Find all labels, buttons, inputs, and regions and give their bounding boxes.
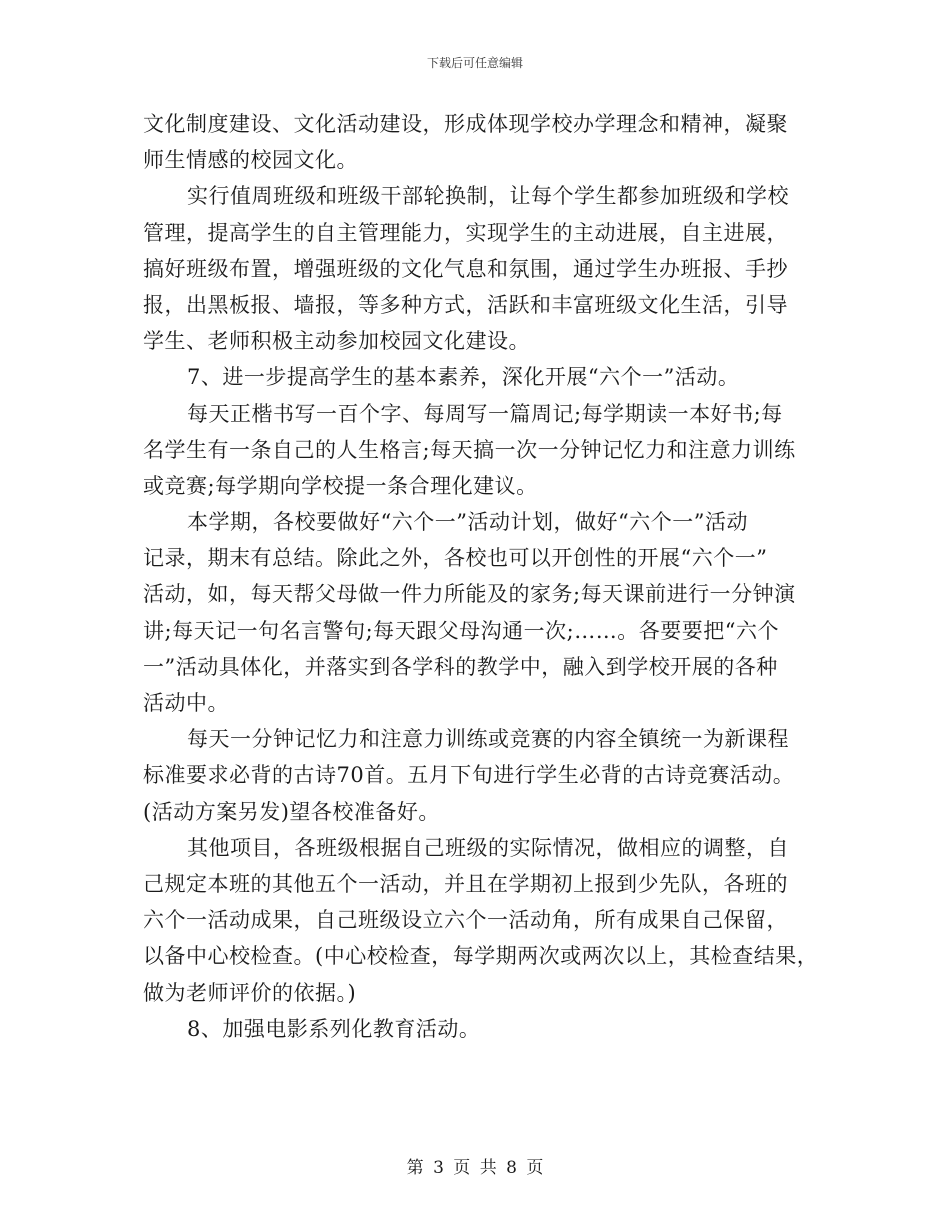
paragraph-start-line: 实行值周班级和班级干部轮换制，让每个学生都参加班级和学校 [187,184,789,209]
text-line: 活动中。 [143,691,229,715]
paragraph-start-line: 本学期，各校要做好“六个一”活动计划，做好“六个一”活动 [187,510,748,535]
page-number-footer: 第 3 页 共 8 页 [406,1158,544,1178]
text-line: 或竞赛;每学期向学校提一条合理化建议。 [143,473,538,498]
text-line: 活动，如，每天帮父母做一件力所能及的家务;每天课前进行一分钟演 [143,582,796,607]
text-line: 己规定本班的其他五个一活动，并且在学期初上报到少先队，各班的 [143,871,788,896]
text-line: 标准要求必背的古诗70首。五月下旬进行学生必背的古诗竞赛活动。 [143,763,795,788]
section-heading-8: 8、加强电影系列化教育活动。 [187,1016,481,1041]
document-body [143,106,819,1047]
text-line: 搞好班级布置，增强班级的文化气息和氛围，通过学生办班报、手抄 [143,256,788,281]
paragraph-start-line: 每天正楷书写一百个字、每周写一篇周记;每学期读一本好书;每 [187,401,783,426]
text-line: 管理，提高学生的自主管理能力，实现学生的主动进展，自主进展， [143,220,788,245]
text-line: 文化制度建设、文化活动建设，形成体现学校办学理念和精神，凝聚 [143,112,788,136]
page-header-note: 下载后可任意编辑 [426,56,523,70]
text-line: 记录，期末有总结。除此之外，各校也可以开创性的开展“六个一” [143,546,768,571]
paragraph-start-line: 每天一分钟记忆力和注意力训练或竞赛的内容全镇统一为新课程 [187,727,789,752]
text-line: 以备中心校检查。(中心校检查，每学期两次或两次以上，其检查结果， [143,944,819,969]
text-line: 六个一活动成果，自己班级设立六个一活动角，所有成果自己保留， [143,908,788,933]
text-line: (活动方案另发)望各校准备好。 [143,799,440,824]
paragraph-start-line: 其他项目，各班级根据自己班级的实际情况，做相应的调整，自 [187,835,789,860]
text-line: 讲;每天记一句名言警句;每天跟父母沟通一次;……。各要要把“六个 [143,618,779,643]
text-line: 学生、老师积极主动参加校园文化建设。 [143,329,530,354]
text-line: 一”活动具体化，并落实到各学科的教学中，融入到学校开展的各种 [143,654,778,679]
text-line: 名学生有一条自己的人生格言;每天搞一次一分钟记忆力和注意力训练 [143,437,796,462]
text-line: 师生情感的校园文化。 [143,148,358,173]
text-line: 做为老师评价的依据。) [143,980,357,1005]
text-line: 报，出黑板报、墙报，等多种方式，活跃和丰富班级文化生活，引导 [143,292,788,317]
section-heading-7: 7、进一步提高学生的基本素养，深化开展“六个一”活动。 [187,365,740,390]
